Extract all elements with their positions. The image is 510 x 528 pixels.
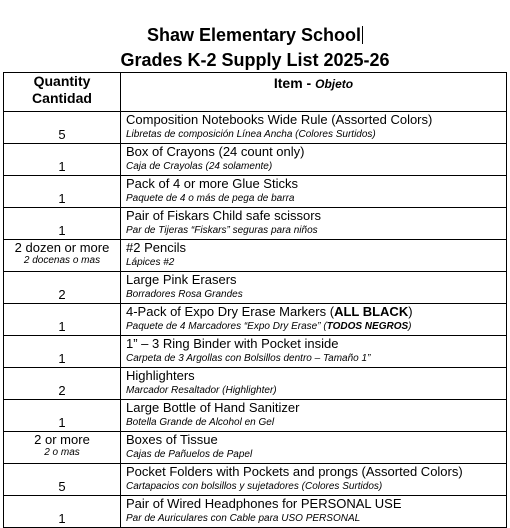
- item-en: Pack of 4 or more Glue Sticks: [126, 176, 298, 191]
- quantity-en: 1: [58, 351, 66, 366]
- quantity-cell: [4, 336, 121, 368]
- item-es: Libretas de composición Línea Ancha (Colores Surtidos): [126, 129, 376, 140]
- quantity-cell: [4, 400, 121, 432]
- item-es: Cajas de Pañuelos de Papel: [126, 449, 253, 460]
- item-cell: [121, 304, 507, 336]
- item-es: Par de Auriculares con Cable para USO PERSONAL: [126, 513, 361, 524]
- item-es: Marcador Resaltador (Highlighter): [126, 385, 277, 396]
- supply-table: [3, 72, 507, 528]
- table-row: [4, 240, 507, 272]
- table-row: [4, 208, 507, 240]
- quantity-en: 5: [58, 127, 66, 142]
- item-en: 4-Pack of Expo Dry Erase Markers (ALL BLACK): [126, 304, 413, 319]
- quantity-en: 1: [58, 159, 66, 174]
- item-cell: [121, 272, 507, 304]
- quantity-cell: [4, 272, 121, 304]
- item-cell: [121, 176, 507, 208]
- item-es: Botella Grande de Alcohol en Gel: [126, 417, 275, 428]
- item-en: Pair of Fiskars Child safe scissors: [126, 208, 322, 223]
- item-cell: [121, 144, 507, 176]
- table-row: [4, 176, 507, 208]
- quantity-column-header: Quantity Cantidad: [4, 73, 121, 112]
- quantity-en: 2: [58, 383, 66, 398]
- quantity-cell: [4, 112, 121, 144]
- item-cell: [121, 464, 507, 496]
- quantity-cell: [4, 144, 121, 176]
- item-cell: [121, 432, 507, 464]
- quantity-es: 2 docenas o mas: [23, 255, 101, 266]
- table-row: [4, 368, 507, 400]
- quantity-en: 2 or more: [34, 432, 90, 447]
- table-row: [4, 144, 507, 176]
- item-cell: [121, 400, 507, 432]
- item-es: Lápices #2: [126, 257, 175, 268]
- item-es: Borradores Rosa Grandes: [126, 289, 243, 300]
- quantity-en: 1: [58, 319, 66, 334]
- item-en: Composition Notebooks Wide Rule (Assorted Colors): [126, 112, 433, 127]
- table-row: [4, 496, 507, 528]
- quantity-en: 2 dozen or more: [14, 240, 110, 255]
- item-es: Paquete de 4 Marcadores “Expo Dry Erase” (TODOS NEGROS): [126, 321, 412, 332]
- item-en: Highlighters: [126, 368, 195, 383]
- item-en: #2 Pencils: [126, 240, 186, 255]
- item-es: Caja de Crayolas (24 solamente): [126, 161, 273, 172]
- school-name: Shaw Elementary School: [146, 25, 362, 45]
- item-en: Box of Crayons (24 count only): [126, 144, 305, 159]
- item-cell: [121, 208, 507, 240]
- table-row: [4, 112, 507, 144]
- quantity-cell: [4, 304, 121, 336]
- item-es: Paquete de 4 o más de pega de barra: [126, 193, 295, 204]
- table-row: [4, 336, 507, 368]
- item-en: 1” – 3 Ring Binder with Pocket inside: [126, 336, 339, 351]
- quantity-en: 2: [58, 287, 66, 302]
- item-es: Cartapacios con bolsillos y sujetadores (Colores Surtidos): [126, 481, 383, 492]
- quantity-en: 1: [58, 415, 66, 430]
- quantity-cell: [4, 432, 121, 464]
- quantity-cell: [4, 240, 121, 272]
- item-cell: [121, 368, 507, 400]
- quantity-cell: [4, 368, 121, 400]
- table-row: [4, 272, 507, 304]
- item-en: Pocket Folders with Pockets and prongs (Assorted Colors): [126, 464, 463, 479]
- list-title: Grades K-2 Supply List 2025-26: [120, 50, 390, 70]
- item-cell: [121, 240, 507, 272]
- table-row: [4, 464, 507, 496]
- quantity-en: 1: [58, 223, 66, 238]
- table-row: [4, 400, 507, 432]
- item-en: Pair of Wired Headphones for PERSONAL USE: [126, 496, 402, 511]
- table-row: [4, 304, 507, 336]
- text-cursor: [362, 26, 363, 44]
- quantity-cell: [4, 176, 121, 208]
- item-es: Carpeta de 3 Argollas con Bolsillos dentro – Tamaño 1”: [126, 353, 371, 364]
- item-en: Boxes of Tissue: [126, 432, 218, 447]
- quantity-en: 1: [58, 511, 66, 526]
- item-en: Large Pink Erasers: [126, 272, 237, 287]
- quantity-en: 5: [58, 479, 66, 494]
- item-es: Par de Tijeras “Fiskars” seguras para niños: [126, 225, 318, 236]
- quantity-cell: [4, 496, 121, 528]
- item-en: Large Bottle of Hand Sanitizer: [126, 400, 300, 415]
- table-row: [4, 432, 507, 464]
- quantity-cell: [4, 208, 121, 240]
- item-column-header: Item - Objeto: [121, 73, 507, 112]
- item-cell: [121, 112, 507, 144]
- quantity-en: 1: [58, 191, 66, 206]
- quantity-es: 2 o mas: [44, 447, 80, 458]
- quantity-cell: [4, 464, 121, 496]
- item-cell: [121, 496, 507, 528]
- item-cell: [121, 336, 507, 368]
